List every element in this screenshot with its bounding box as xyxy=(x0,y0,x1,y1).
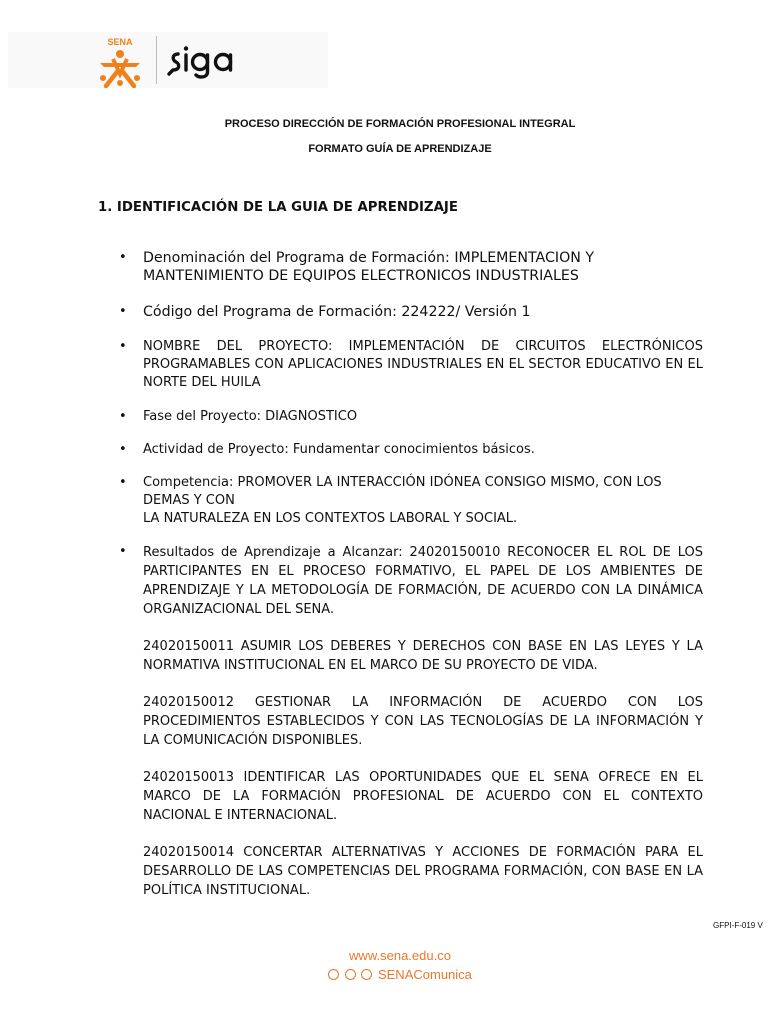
twitter-icon xyxy=(328,969,339,980)
learning-result-intro: • Resultados de Aprendizaje a Alcanzar: 24020150010 RECONOCER EL ROL DE LOS PARTICIPANTES EN EL PROCESO FORMATIVO, EL PAPEL DE LOS AMBIENTES DE APRENDIZAJE Y LA METODOLOGÍA DE FORMACIÓN, DE ACUERDO CON LA DINÁMICA ORGANIZACIONAL DEL SENA. xyxy=(143,545,703,617)
logo-divider xyxy=(156,36,157,84)
identification-list xyxy=(143,249,703,900)
competency-line-2: DEMAS Y CON xyxy=(143,493,235,508)
format-title: FORMATO GUÍA DE APRENDIZAJE xyxy=(308,143,492,155)
section-title: 1. IDENTIFICACIÓN DE LA GUIA DE APRENDIZAJE xyxy=(98,200,458,215)
svg-text:SENA: SENA xyxy=(107,37,133,47)
instagram-icon xyxy=(345,969,356,980)
list-item-program-name xyxy=(143,249,703,285)
list-item-program-code: • Código del Programa de Formación: 224222/ Versión 1 xyxy=(143,303,703,321)
footer-social[interactable] xyxy=(0,967,768,982)
program-name-line-1: • Denominación del Programa de Formación: IMPLEMENTACION Y xyxy=(143,250,595,266)
competency-line-3: LA NATURALEZA EN LOS CONTEXTOS LABORAL Y SOCIAL. xyxy=(143,511,518,526)
siga-logo xyxy=(166,40,246,80)
social-handle: SENAComunica xyxy=(377,967,472,982)
list-item-learning-results xyxy=(143,543,703,900)
learning-result: 24020150012 GESTIONAR LA INFORMACIÓN DE ACUERDO CON LOS PROCEDIMIENTOS ESTABLECIDOS Y CON LAS TECNOLOGÍAS DE LA INFORMACIÓN Y LA COMUNICACIÓN DISPONIBLES. xyxy=(143,695,703,748)
list-item-project-activity: • Actividad de Proyecto: Fundamentar conocimientos básicos. xyxy=(143,441,703,459)
learning-result: 24020150014 CONCERTAR ALTERNATIVAS Y ACCIONES DE FORMACIÓN PARA EL DESARROLLO DE LAS COMPETENCIAS DEL PROGRAMA FORMACIÓN, CON BASE EN LA POLÍTICA INSTITUCIONAL. xyxy=(143,845,703,898)
sena-logo xyxy=(95,36,145,88)
list-item-competency xyxy=(143,474,703,528)
learning-result: 24020150011 ASUMIR LOS DEBERES Y DERECHOS CON BASE EN LAS LEYES Y LA NORMATIVA INSTITUCIONAL EN EL MARCO DE SU PROYECTO DE VIDA. xyxy=(143,639,703,673)
competency-line-1: • Competencia: PROMOVER LA INTERACCIÓN IDÓNEA CONSIGO MISMO, CON LOS xyxy=(143,475,662,490)
list-item-project-phase: • Fase del Proyecto: DIAGNOSTICO xyxy=(143,408,703,426)
footer-website-link[interactable]: www.sena.edu.co xyxy=(349,948,451,963)
program-name-line-2: MANTENIMIENTO DE EQUIPOS ELECTRONICOS INDUSTRIALES xyxy=(143,268,579,284)
learning-result: 24020150013 IDENTIFICAR LAS OPORTUNIDADES QUE EL SENA OFRECE EN EL MARCO DE LA FORMACIÓN PROFESIONAL DE ACUERDO CON EL CONTEXTO NACIONAL E INTERNACIONAL. xyxy=(143,770,703,823)
process-title: PROCESO DIRECCIÓN DE FORMACIÓN PROFESIONAL INTEGRAL xyxy=(224,118,576,130)
document-code: GFPI-F-019 V xyxy=(713,921,763,930)
list-item-project-name: • NOMBRE DEL PROYECTO: IMPLEMENTACIÓN DE CIRCUITOS ELECTRÓNICOS PROGRAMABLES CON APLICACIONES INDUSTRIALES EN EL SECTOR EDUCATIVO EN EL NORTE DEL HUILA xyxy=(143,338,703,392)
facebook-icon xyxy=(361,969,372,980)
